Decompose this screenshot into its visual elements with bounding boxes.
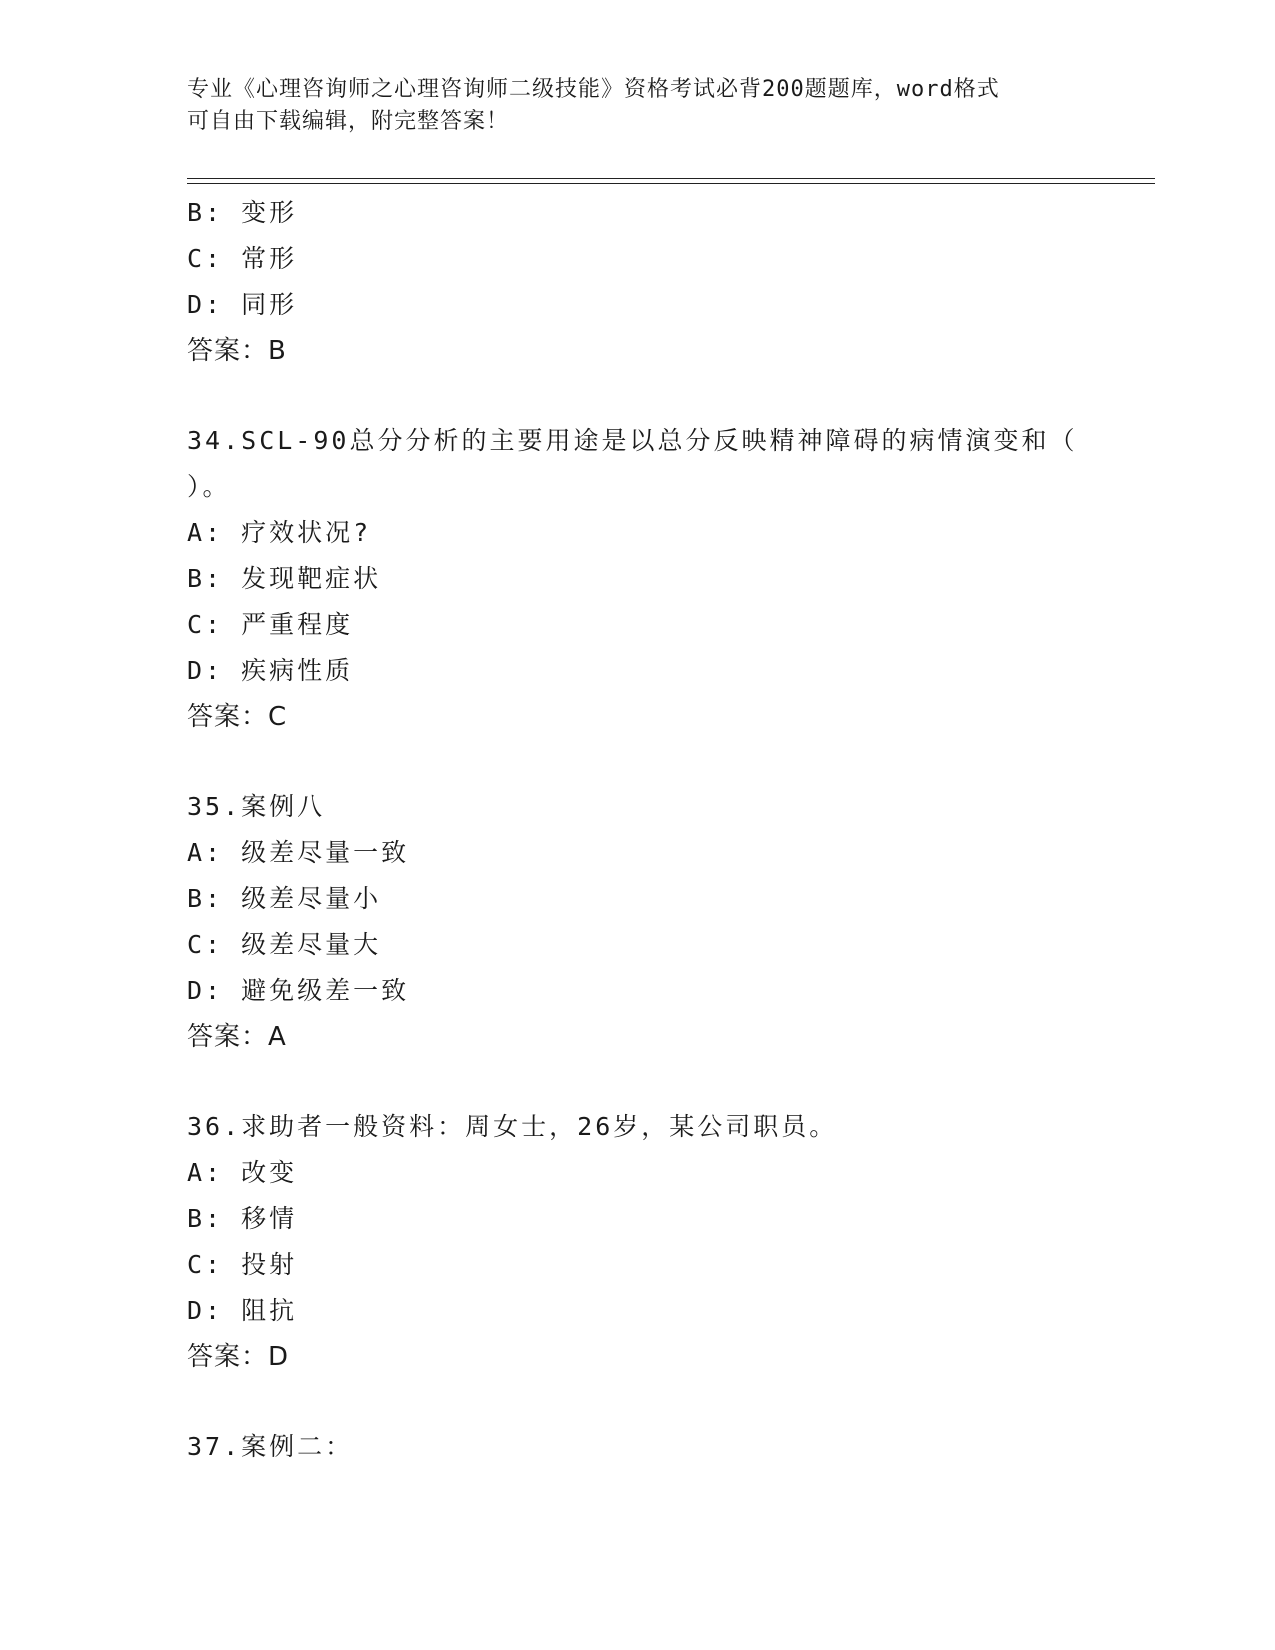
header-line-2: 可自由下载编辑，附完整答案！ <box>187 109 510 134</box>
document-header <box>187 74 1087 138</box>
question-35 <box>187 784 1087 1060</box>
question-36 <box>187 1104 1087 1380</box>
question-33 <box>187 190 1087 374</box>
option-a: A: 疗效状况? <box>187 518 372 547</box>
option-d: D: 同形 <box>187 290 298 319</box>
header-divider-bottom <box>187 183 1155 184</box>
option-c: C: 级差尽量大 <box>187 930 382 959</box>
answer-36: 答案：D <box>187 1342 290 1372</box>
question-34 <box>187 418 1087 740</box>
option-d: D: 避免级差一致 <box>187 976 410 1005</box>
option-d: D: 阻抗 <box>187 1296 298 1325</box>
option-b: B: 变形 <box>187 198 298 227</box>
option-c: C: 投射 <box>187 1250 298 1279</box>
header-line-1: 专业《心理咨询师之心理咨询师二级技能》资格考试必背200题题库，word格式 <box>187 77 1000 102</box>
question-text-36: 36.求助者一般资料：周女士，26岁，某公司职员。 <box>187 1112 838 1141</box>
question-list <box>187 190 1087 1470</box>
option-b: B: 移情 <box>187 1204 298 1233</box>
option-d: D: 疾病性质 <box>187 656 354 685</box>
option-c: C: 严重程度 <box>187 610 354 639</box>
answer-34: 答案：C <box>187 702 288 732</box>
question-text-34-line2: ）。 <box>187 472 231 501</box>
question-text-35: 35.案例八 <box>187 792 326 821</box>
option-a: A: 改变 <box>187 1158 298 1187</box>
question-text-37: 37.案例二： <box>187 1432 354 1461</box>
option-a: A: 级差尽量一致 <box>187 838 410 867</box>
option-b: B: 级差尽量小 <box>187 884 382 913</box>
answer-33: 答案：B <box>187 336 287 366</box>
option-c: C: 常形 <box>187 244 298 273</box>
answer-35: 答案：A <box>187 1022 287 1052</box>
question-text-34-line1: 34.SCL-90总分分析的主要用途是以总分反映精神障碍的病情演变和（ <box>187 426 1078 455</box>
question-37 <box>187 1424 1087 1470</box>
header-divider-top <box>187 178 1155 179</box>
option-b: B: 发现靶症状 <box>187 564 382 593</box>
